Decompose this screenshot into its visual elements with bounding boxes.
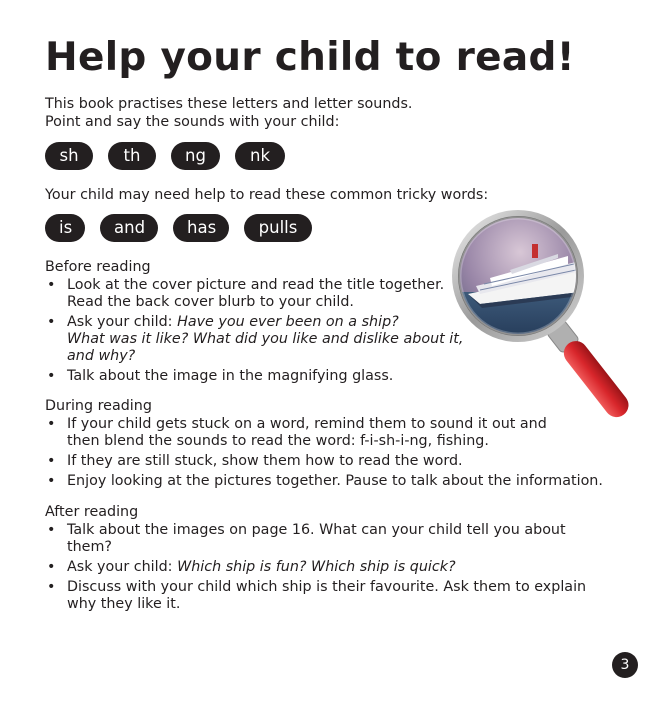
tricky-word-chip: has	[173, 214, 229, 242]
after-reading-section	[45, 503, 615, 616]
tricky-word-chip: and	[100, 214, 158, 242]
list-item: • If your child gets stuck on a word, remind them to sound it out and then blend the sounds to read the word: f-i-sh-i-ng, fishing.	[45, 416, 615, 450]
sound-chip: sh	[45, 142, 93, 170]
sound-chip: nk	[235, 142, 285, 170]
sound-chip: th	[108, 142, 156, 170]
intro-line-2: Point and say the sounds with your child:	[45, 114, 340, 130]
list-item: • Talk about the images on page 16. What can your child tell you about them?	[45, 522, 615, 556]
list-item: • Discuss with your child which ship is their favourite. Ask them to explain why they like it.	[45, 579, 615, 613]
list-item: • Ask your child: Which ship is fun? Which ship is quick?	[45, 559, 615, 576]
list-item: • Enjoy looking at the pictures together. Pause to talk about the information.	[45, 473, 615, 490]
sound-chip: ng	[171, 142, 220, 170]
magnifying-glass-icon	[440, 200, 630, 430]
tricky-words-intro: Your child may need help to read these common tricky words:	[45, 187, 489, 203]
intro-text	[45, 95, 412, 131]
after-reading-heading: After reading	[45, 504, 139, 520]
tricky-word-chip: is	[45, 214, 85, 242]
before-reading-heading: Before reading	[45, 259, 151, 275]
list-item: • If they are still stuck, show them how to read the word.	[45, 453, 615, 470]
list-item: • Look at the cover picture and read the title together. Read the back cover blurb to your child.	[45, 277, 615, 311]
letter-sounds	[45, 142, 300, 170]
page-number: 3	[612, 652, 638, 678]
during-reading-heading: During reading	[45, 398, 152, 414]
tricky-word-chip: pulls	[244, 214, 312, 242]
list-item: • Talk about the image in the magnifying glass.	[45, 368, 615, 385]
tricky-words	[45, 214, 327, 242]
page-title: Help your child to read!	[45, 35, 575, 80]
intro-line-1: This book practises these letters and letter sounds.	[45, 96, 413, 112]
list-item: • Ask your child: Have you ever been on a ship? What was it like? What did you like and dislike about it, and why?	[45, 314, 615, 365]
